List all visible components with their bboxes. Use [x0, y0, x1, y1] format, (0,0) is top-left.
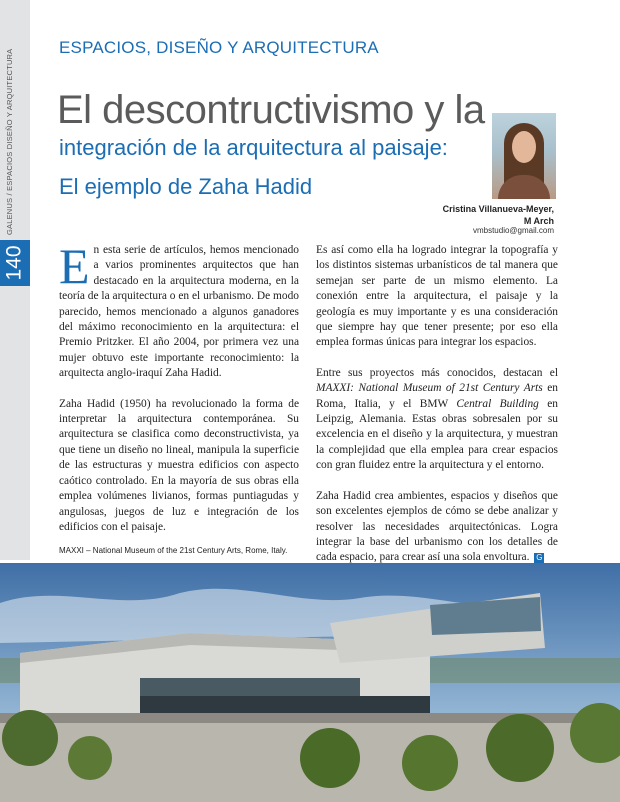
tree-left-1 [2, 710, 58, 766]
drop-cap: E [59, 238, 90, 294]
p4-bmw-title: Central Building [456, 397, 539, 410]
article-column-right [316, 243, 558, 581]
paragraph-4 [316, 366, 558, 474]
paragraph-2: Zaha Hadid (1950) ha revolucionado la forma de interpretar la arquitectura contemporánea. Su arquitectura se clasifica como deconstructivista, ya que tiene un diseño no lineal, manipula la superficie de las estructuras y muestra edificios con aspecto caótico controlado. En la mayoría de sus obras ella emplea volúmenes livianos, formas puntiagudas y angulosas, juegos de luz e integración de los edificios con el paisaje. [59, 397, 299, 533]
p4-text-c: en Leipzig, Alemania. Estas obras sobresalen por su excelencia en el diseño y la arquitectura, y muestran la complejidad que ella emplea para crear espacios con gran fluidez entre la arquitectura y el entorno. [316, 397, 558, 472]
article-subtitle: El ejemplo de Zaha Hadid [59, 174, 313, 199]
paragraph-3: Es así como ella ha logrado integrar la topografía y los distintos sistemas urbanísticos de tal manera que semejan ser parte de un mismo elemento. La conexión entre la arquitectura, el paisaje y la geología es muy importante y es una consideración que siempre hay que tener presente; por eso ella emplea formas únicas para integrar los espacios. [316, 244, 558, 349]
maxxi-museum-photo [0, 563, 620, 802]
p4-maxxi-title: MAXXI: National Museum of 21st Century Arts [316, 382, 543, 395]
p4-text-b: en Roma, Italia, y el BMW [316, 382, 559, 410]
article-title-line2: integración de la arquitectura al paisaje: [59, 135, 448, 160]
article-title: El descontructivismo y la [57, 88, 485, 132]
tree-right-1 [402, 735, 458, 791]
paragraph-5 [316, 489, 558, 566]
author-degree: M Arch [523, 216, 554, 226]
paragraph-1 [59, 238, 299, 382]
page-number-tab [0, 240, 30, 286]
lower-glazing [140, 696, 430, 713]
end-mark-icon: G [536, 552, 543, 562]
author-photo [492, 113, 556, 199]
running-head: GALENUS / ESPACIOS DISEÑO Y ARQUITECTURA [5, 48, 14, 235]
author-photo-face [512, 131, 536, 163]
ground-floor-glazing [140, 678, 360, 696]
author-byline [443, 203, 554, 227]
author-email: vmbstudio@gmail.com [472, 226, 554, 235]
author-name: Cristina Villanueva-Meyer, [442, 204, 554, 214]
photo-caption: MAXXI – National Museum of the 21st Century Arts, Rome, Italy. [59, 546, 288, 555]
paragraph-1-text: n esta serie de artículos, hemos mencionado a varios prominentes arquitectos que han destacado en la arquitectura moderna, en la teoría de la arquitectura o en el urbanismo. De modo parecido, hemos mencionado a algunos ganadores del máximo reconocimiento en la arquitectura: el Premio Pritzker. El año 2004, por primera vez una mujer obtuvo este importante reconocimiento: la arquitecta anglo-iraquí Zaha Hadid. [59, 244, 299, 380]
tree-left-2 [68, 736, 112, 780]
section-heading: ESPACIOS, DISEÑO Y ARQUITECTURA [59, 38, 379, 57]
p4-text-a: Entre sus proyectos más conocidos, destacan el [316, 366, 558, 379]
tree-right-2 [486, 714, 554, 782]
paragraph-5-text: Zaha Hadid crea ambientes, espacios y diseños que son excelentes ejemplos de cómo se debe analizar y resolver las necesidades arquitectónicas. Logra integrar la base del urbanismo con los detalles de cada espacio, para crear así una sola envoltura. [316, 489, 558, 564]
article-column-left [59, 238, 299, 550]
tree-center [300, 728, 360, 788]
page-number: 140 [3, 245, 27, 281]
